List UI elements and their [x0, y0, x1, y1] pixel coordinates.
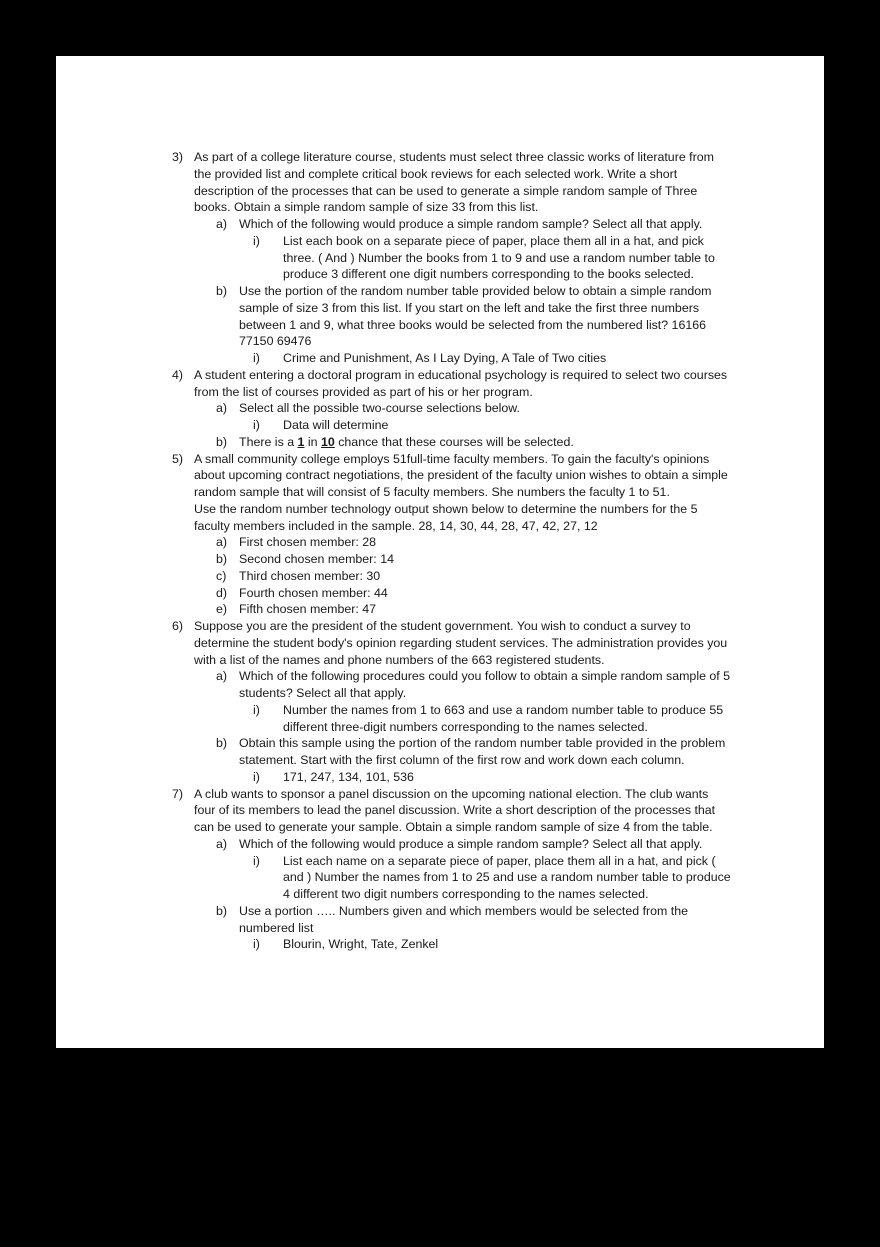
- part-text: Which of the following would produce a simple random sample? Select all that apply.: [239, 836, 703, 851]
- answer-label: i): [253, 418, 260, 432]
- question-number: 3): [172, 150, 184, 164]
- question-text: A small community college employs 51full-time faculty members. To gain the faculty's opinions about upcoming contract negotiations, the president of the faculty union wishes to obtain a simple random sample that will consist of 5 faculty members. She numbers the faculty 1 to 51.: [194, 451, 728, 499]
- answer-text: Number the names from 1 to 663 and use a random number table to produce 55 different three-digit numbers corresponding to the names selected.: [283, 702, 724, 734]
- text-before: There is a: [239, 434, 298, 449]
- part-label: a): [216, 401, 228, 416]
- question-7-part-a: [56, 836, 736, 853]
- question-5: [56, 451, 732, 535]
- question-5-part-c: [56, 568, 736, 585]
- part-text: Use a portion ….. Numbers given and which members would be selected from the numbered list: [239, 903, 689, 935]
- part-label: a): [216, 535, 228, 550]
- question-7: [56, 786, 732, 836]
- text-mid: in: [304, 434, 321, 449]
- question-text: A club wants to sponsor a panel discussion on the upcoming national election. The club wants four of its members to lead the panel discussion. Write a short description of the processes that can be used to generate your sample. Obtain a simple random sample of size 4 from the table.: [194, 786, 716, 834]
- question-6-part-b: [56, 735, 736, 769]
- probability-denominator: 10: [320, 434, 335, 449]
- question-6-part-a-answer: [56, 702, 731, 736]
- part-label: b): [216, 434, 228, 449]
- part-text: Obtain this sample using the portion of the random number table provided in the problem statement. Start with the first column of the first row and work down each column.: [239, 736, 726, 767]
- question-number: 4): [172, 367, 184, 382]
- answer-text: Crime and Punishment, As I Lay Dying, A Tale of Two cities: [283, 351, 607, 365]
- answer-label: i): [253, 937, 260, 952]
- question-4-part-a-answer: [56, 417, 731, 434]
- part-text: Select all the possible two-course selections below.: [239, 401, 521, 416]
- question-7-part-a-answer: [56, 853, 731, 903]
- question-6-part-b-answer: [56, 769, 731, 786]
- question-3-part-b: [56, 283, 736, 350]
- question-text: Suppose you are the president of the student government. You wish to conduct a survey to determine the student body's opinion regarding student services. The administration provides you with a list of the names and phone numbers of the 663 registered students.: [194, 619, 728, 667]
- part-label: a): [216, 217, 228, 231]
- part-text: Fifth chosen member: 47: [239, 602, 377, 617]
- question-number: 6): [172, 619, 184, 633]
- question-5-part-d: [56, 585, 736, 602]
- part-text: Which of the following would produce a simple random sample? Select all that apply.: [239, 217, 703, 231]
- question-5-part-a: [56, 534, 736, 551]
- answer-text: Blourin, Wright, Tate, Zenkel: [283, 937, 439, 952]
- answer-text: Data will determine: [283, 418, 389, 432]
- question-5-part-b: [56, 551, 736, 568]
- question-4: [56, 367, 732, 401]
- part-text: Fourth chosen member: 44: [239, 585, 388, 600]
- part-text: Second chosen member: 14: [239, 552, 394, 566]
- question-text-continued: Use the random number technology output shown below to determine the numbers for the 5 faculty members included in the sample. 28, 14, 30, 44, 28, 47, 42, 27, 12: [194, 501, 698, 533]
- question-3-part-b-answer: [56, 350, 731, 367]
- question-number: 7): [172, 786, 184, 801]
- answer-label: i): [253, 233, 260, 248]
- part-label: a): [216, 836, 228, 851]
- answer-label: i): [253, 351, 260, 365]
- answer-text: List each name on a separate piece of paper, place them all in a hat, and pick ( and ) Number the names from 1 to 25 and use a random number table to produce 4 different two digit numbers corresponding to the names selected.: [283, 853, 731, 901]
- answer-label: i): [253, 853, 260, 868]
- document-page: [56, 56, 824, 1048]
- question-6: [56, 618, 732, 668]
- answer-text: List each book on a separate piece of paper, place them all in a hat, and pick three. ( And ) Number the books from 1 to 9 and use a random number table to produce 3 different one digit numbers corresponding to the books selected.: [283, 233, 715, 282]
- question-3: [56, 149, 732, 216]
- part-label: b): [216, 736, 228, 751]
- part-label: e): [216, 602, 228, 617]
- probability-numerator: 1: [297, 434, 305, 449]
- part-text: First chosen member: 28: [239, 535, 377, 550]
- question-4-part-a: [56, 400, 736, 417]
- question-5-part-e: [56, 601, 736, 618]
- part-label: b): [216, 552, 228, 566]
- part-label: b): [216, 903, 228, 918]
- question-7-part-b: [56, 903, 736, 937]
- part-text: Third chosen member: 30: [239, 568, 381, 583]
- question-text: A student entering a doctoral program in educational psychology is required to select two courses from the list of courses provided as part of his or her program.: [194, 367, 728, 399]
- answer-label: i): [253, 769, 260, 784]
- part-label: b): [216, 284, 228, 298]
- question-4-part-b: [56, 434, 736, 451]
- question-text: As part of a college literature course, students must select three classic works of literature from the provided list and complete critical book reviews for each selected work. Write a short description of the processes that can be used to generate a simple random sample of Three books. Obtain a simple random sample of size 33 from this list.: [194, 150, 714, 215]
- answer-label: i): [253, 702, 260, 717]
- part-label: c): [216, 568, 227, 583]
- text-after: chance that these courses will be selected.: [334, 434, 574, 449]
- answer-text: 171, 247, 134, 101, 536: [283, 769, 414, 784]
- part-text: Use the portion of the random number table provided below to obtain a simple random sample of size 3 from this list. If you start on the left and take the first three numbers between 1 and 9, what three books would be selected from the numbered list? 16166 77150 69476: [239, 284, 712, 349]
- question-6-part-a: [56, 668, 736, 702]
- part-label: d): [216, 585, 228, 600]
- question-number: 5): [172, 451, 184, 466]
- part-text: [239, 434, 736, 451]
- question-list: [56, 149, 824, 953]
- question-7-part-b-answer: [56, 936, 731, 953]
- part-text: Which of the following procedures could you follow to obtain a simple random sample of 5 students? Select all that apply.: [239, 669, 731, 700]
- question-3-part-a: [56, 216, 736, 233]
- question-3-part-a-answer: [56, 233, 731, 283]
- part-label: a): [216, 669, 228, 684]
